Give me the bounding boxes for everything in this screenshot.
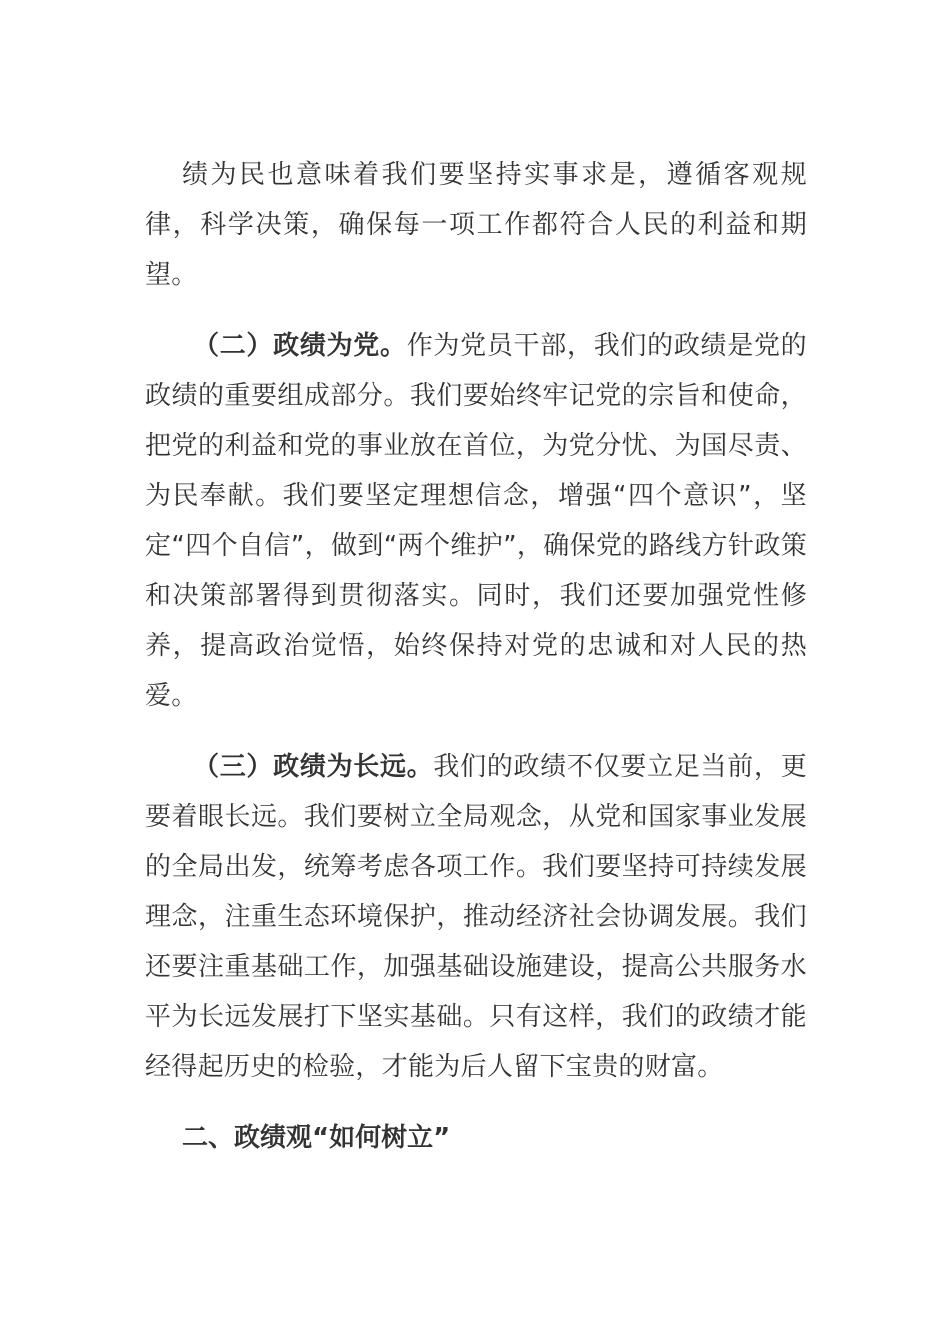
- paragraph-text: 我们的政绩不仅要立足当前，更要着眼长远。我们要树立全局观念，从党和国家事业发展的全局出发，统筹考虑各项工作。我们要坚持可持续发展理念，注重生态环境保护，推动经济社会协调发展。我们还要注重基础工作，加强基础设施建设，提高公共服务水平为长远发展打下坚实基础。只有这样，我们的政绩才能经得起历史的检验，才能为后人留下宝贵的财富。: [145, 752, 807, 1082]
- paragraph-politics-for-long-term: [145, 742, 807, 1092]
- paragraph-lead-heading: （二）政绩为党。: [193, 331, 407, 361]
- paragraph-lead-heading: （三）政绩为长远。: [193, 752, 434, 782]
- document-body: [145, 150, 807, 1163]
- section-heading: 二、政绩观“如何树立”: [182, 1123, 451, 1153]
- paragraph-continuation: [145, 150, 807, 300]
- paragraph-politics-for-party: [145, 321, 807, 721]
- paragraph-text: 绩为民也意味着我们要坚持实事求是，遵循客观规律，科学决策，确保每一项工作都符合人民的利益和期望。: [145, 160, 807, 290]
- paragraph-text: 作为党员干部，我们的政绩是党的政绩的重要组成部分。我们要始终牢记党的宗旨和使命，把党的利益和党的事业放在首位，为党分忧、为国尽责、为民奉献。我们要坚定理想信念，增强“四个意识”，坚定“四个自信”，做到“两个维护”，确保党的路线方针政策和决策部署得到贯彻落实。同时，我们还要加强党性修养，提高政治觉悟，始终保持对党的忠诚和对人民的热爱。: [145, 331, 807, 711]
